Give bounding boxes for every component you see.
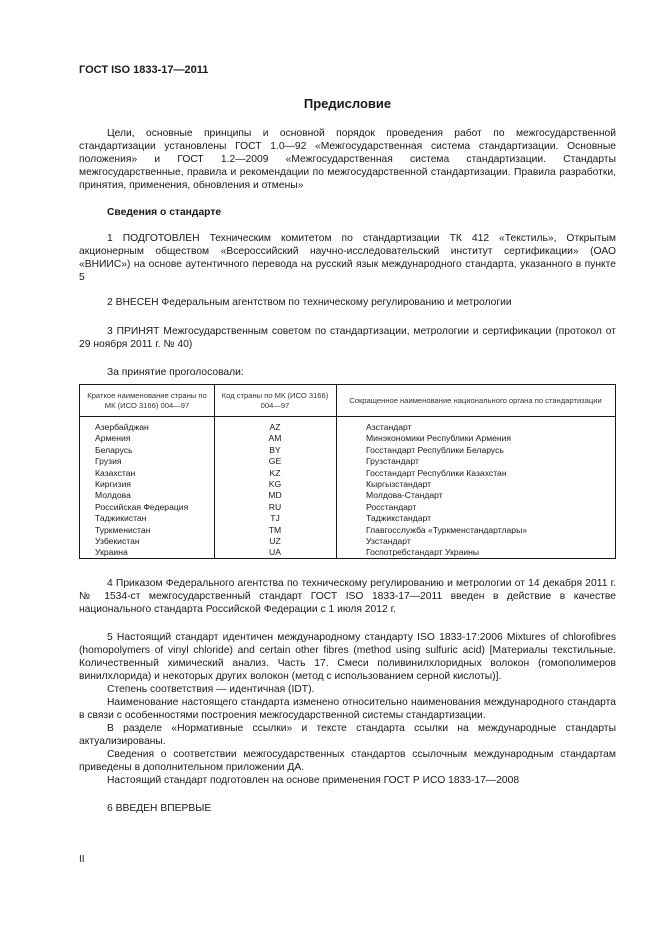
table-row xyxy=(80,525,615,536)
table-row xyxy=(80,422,615,433)
item-5-name: Наименование настоящего стандарта изменено относительно наименования международного стандарта в связи с особенностями построения межгосударственной системы стандартизации. xyxy=(79,697,616,721)
table-row xyxy=(80,456,615,467)
cell-code: UA xyxy=(269,547,281,558)
cell-code: AM xyxy=(268,433,282,444)
item-5: 5 Настоящий стандарт идентичен международному стандарту ISO 1833-17:2006 Mixtures of chlorofibres (homopolymers of vinyl chloride) and certain other fibres (method using sulfuric acid) [Материалы текстильные. Количественный химический анализ. Часть 17. Смеси поливинилхлоридных волокон (гомополимеров винилхлорида) и некоторых других волокон (метод с использованием серной кислоты)]. xyxy=(79,632,616,682)
vote-label: За принятие проголосовали: xyxy=(107,367,244,378)
cell-body: Росстандарт xyxy=(366,501,417,512)
table-row xyxy=(80,479,615,490)
page-title: Предисловие xyxy=(303,96,392,111)
cell-body: Госстандарт Республики Беларусь xyxy=(366,444,504,455)
cell-country: Киргизия xyxy=(95,478,131,489)
cell-country: Казахстан xyxy=(95,467,136,478)
table-row xyxy=(80,490,615,501)
cell-code: TJ xyxy=(270,513,280,524)
page-number: II xyxy=(79,854,85,865)
cell-code: AZ xyxy=(269,422,281,432)
table-header-row xyxy=(80,385,615,417)
cell-code: BY xyxy=(269,444,281,455)
item-4: 4 Приказом Федерального агентства по техническому регулированию и метрологии от 14 декабря 2011 г. № 1534-ст межгосударственный стандарт ГОСТ ISO 1833-17—2011 введен в действие в качестве национального стандарта Российской Федерации с 1 июля 2012 г. xyxy=(79,578,616,615)
cell-code: UZ xyxy=(269,535,281,546)
table-row xyxy=(80,468,615,479)
cell-body: Узстандарт xyxy=(366,535,411,546)
cell-code: TM xyxy=(268,524,282,535)
cell-body: Молдова-Стандарт xyxy=(366,490,443,501)
cell-code: MD xyxy=(268,490,282,501)
table-row xyxy=(80,502,615,513)
cell-body: Грузстандарт xyxy=(366,456,419,467)
cell-body: Госпотребстандарт Украины xyxy=(366,547,480,558)
item-6: 6 ВВЕДЕН ВПЕРВЫЕ xyxy=(107,803,212,814)
item-5-basis: Настоящий стандарт подготовлен на основе применения ГОСТ Р ИСО 1833-17—2008 xyxy=(107,775,520,786)
item-5-degree: Степень соответствия — идентичная (IDT). xyxy=(107,684,315,695)
cell-body: Азстандарт xyxy=(366,422,412,432)
cell-code: KG xyxy=(268,478,282,489)
cell-body: Минэкономики Республики Армения xyxy=(366,433,512,444)
table-row xyxy=(80,536,615,547)
table-row xyxy=(80,513,615,524)
cell-country: Российская Федерация xyxy=(95,501,189,512)
cell-body: Главгосслужба «Туркменстандартлары» xyxy=(366,524,528,535)
item-2: 2 ВНЕСЕН Федеральным агентством по техническому регулированию и метрологии xyxy=(107,297,512,308)
info-heading: Сведения о стандарте xyxy=(107,207,222,218)
cell-country: Азербайджан xyxy=(95,422,149,432)
voting-table xyxy=(79,384,616,559)
cell-body: Госстандарт Республики Казахстан xyxy=(366,467,507,478)
table-row xyxy=(80,547,615,558)
intro-paragraph: Цели, основные принципы и основной порядок проведения работ по межгосударственной стандартизации установлены ГОСТ 1.0—92 «Межгосударственная система стандартизации. Основные положения» и ГОСТ 1.2—2009 «Межгосударственная система стандартизации. Стандарты межгосударственные, правила и рекомендации по межгосударственной стандартизации. Правила разработки, принятия, применения, обновления и отмены» xyxy=(79,128,616,191)
table-body xyxy=(80,422,615,559)
table-header-country: Краткое наименование страны по МК (ИСО 3166) 004—97 xyxy=(87,391,207,410)
item-5-info: Сведения о соответствии межгосударственных стандартов ссылочным международным стандартам приведены в дополнительном приложении ДА. xyxy=(79,749,616,773)
item-1: 1 ПОДГОТОВЛЕН Техническим комитетом по стандартизации ТК 412 «Текстиль», Открытым акционерным обществом «Всероссийский научно-исследовательский институт сертификации» (ОАО «ВНИИС») на основе аутентичного перевода на русский язык международного стандарта, указанного в пункте 5 xyxy=(79,233,616,283)
cell-code: GE xyxy=(268,456,282,467)
cell-country: Беларусь xyxy=(95,444,133,455)
table-row xyxy=(80,433,615,444)
cell-body: Кыргызстандарт xyxy=(366,478,432,489)
table-header-code: Код страны по МК (ИСО 3166) 004—97 xyxy=(221,391,329,410)
cell-country: Украина xyxy=(95,547,128,558)
cell-country: Грузия xyxy=(95,456,122,467)
cell-code: KZ xyxy=(269,467,281,478)
cell-country: Таджикистан xyxy=(95,513,147,524)
table-row xyxy=(80,445,615,456)
cell-body: Таджикстандарт xyxy=(366,513,432,524)
cell-country: Узбекистан xyxy=(95,535,140,546)
cell-code: RU xyxy=(268,501,282,512)
document-header: ГОСТ ISO 1833-17—2011 xyxy=(79,64,209,76)
cell-country: Молдова xyxy=(95,490,131,501)
cell-country: Туркменистан xyxy=(95,524,151,535)
table-header-body: Сокращенное наименование национального органа по стандартизации xyxy=(349,396,602,405)
item-5-refs: В разделе «Нормативные ссылки» и тексте стандарта ссылки на международные стандарты актуализированы. xyxy=(79,723,616,747)
item-3: 3 ПРИНЯТ Межгосударственным советом по стандартизации, метрологии и сертификации (протокол от 29 ноября 2011 г. № 40) xyxy=(79,326,616,350)
cell-country: Армения xyxy=(95,433,131,444)
